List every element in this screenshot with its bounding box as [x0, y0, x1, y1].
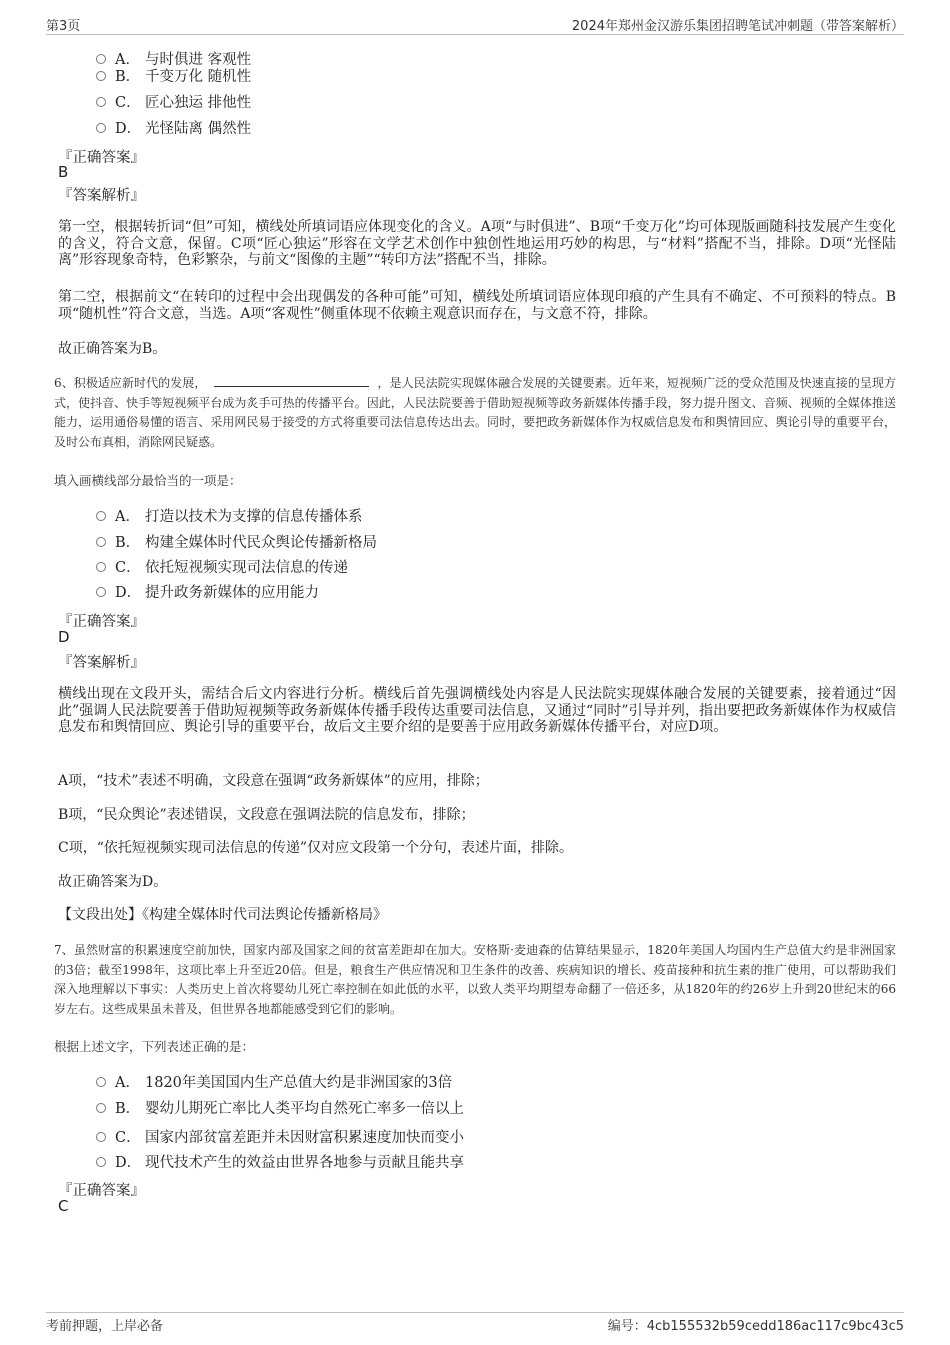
- q6-analysis-conclusion: 故正确答案为D。: [58, 874, 168, 890]
- radio-icon[interactable]: [96, 54, 106, 64]
- q7-option-a[interactable]: A． 1820年美国国内生产总值大约是非洲国家的3倍: [96, 1071, 452, 1092]
- q7-option-b[interactable]: B． 婴幼儿期死亡率比人类平均自然死亡率多一倍以上: [96, 1097, 464, 1118]
- document-title: 2024年郑州金汉游乐集团招聘笔试冲刺题（带答案解析）: [571, 19, 904, 34]
- radio-icon[interactable]: [96, 537, 106, 547]
- q5-option-b[interactable]: B． 千变万化 随机性: [96, 65, 251, 86]
- q5-option-c[interactable]: C． 匠心独运 排他性: [96, 91, 251, 112]
- q7-prompt: 根据上述文字，下列表述正确的是：: [54, 1039, 255, 1054]
- q6-prompt: 填入画横线部分最恰当的一项是：: [54, 473, 242, 488]
- q6-analysis-item: C项，“依托短视频实现司法信息的传递”仅对应文段第一个分句，表述片面，排除。: [58, 840, 574, 856]
- q5-analysis-conclusion: 故正确答案为B。: [58, 341, 167, 357]
- q6-option-c[interactable]: C． 依托短视频实现司法信息的传递: [96, 556, 348, 577]
- q6-option-d[interactable]: D． 提升政务新媒体的应用能力: [96, 581, 319, 602]
- radio-icon[interactable]: [96, 1077, 106, 1087]
- radio-icon[interactable]: [96, 1157, 106, 1167]
- footer-slogan: 考前押题，上岸必备: [46, 1319, 164, 1334]
- q5-analysis-paragraph: 第一空，根据转折词“但”可知，横线处所填词语应体现变化的含义。A项“与时俱进”、B项“千变万化”均可体现版画随科技发展产生变化的含义，符合文意，保留。C项“匠心独运”形容在文学艺术创作中独创性地运用巧妙的构思，与“材料”搭配不当，排除。D项“光怪陆离”形容现象奇特，色彩繁杂，与前文“图像的主题”“转印方法”搭配不当，排除。: [58, 219, 896, 268]
- q5-answer: B: [58, 163, 69, 181]
- q6-analysis-item: A项，“技术”表述不明确，文段意在强调“政务新媒体”的应用，排除；: [58, 773, 489, 789]
- radio-icon[interactable]: [96, 97, 106, 107]
- q6-analysis-paragraph: 横线出现在文段开头，需结合后文内容进行分析。横线后首先强调横线处内容是人民法院实现媒体融合发展的关键要素，接着通过“因此”强调人民法院要善于借助短视频等政务新媒体传播手段传达重要司法信息，又通过“同时”引导并列，指出要把政务新媒体作为权威信息发布和舆情回应、舆论引导的重要平台，故后文主要介绍的是要善于应用政务新媒体传播平台，对应D项。: [58, 686, 896, 735]
- fill-blank: [214, 374, 369, 387]
- q6-analysis-item: B项，“民众舆论”表述错误，文段意在强调法院的信息发布，排除；: [58, 807, 475, 823]
- q7-option-c[interactable]: C． 国家内部贫富差距并未因财富积累速度加快而变小: [96, 1126, 464, 1147]
- q7-stem: 7、虽然财富的积累速度空前加快，国家内部及国家之间的贫富差距却在加大。安格斯·麦迪森的估算结果显示，1820年美国人均国内生产总值大约是非洲国家的3倍；截至1998年，这项比率上升至近20倍。但是，粮食生产供应情况和卫生条件的改善、疾病知识的增长、疫苗接种和抗生素的推广使用，可以帮助我们深入地理解以下事实：人类历史上首次将婴幼儿死亡率控制在如此低的水平，以致人类平均期望寿命翻了一倍还多，从1820年的约26岁上升到20世纪末的66岁左右。这些成果虽未普及，但世界各地都能感受到它们的影响。: [54, 943, 896, 1016]
- q7-answer-label: 『正确答案』: [58, 1183, 145, 1199]
- q5-option-a[interactable]: A． 与时俱进 客观性: [96, 48, 251, 69]
- radio-icon[interactable]: [96, 123, 106, 133]
- q7-option-d[interactable]: D． 现代技术产生的效益由世界各地参与贡献且能共享: [96, 1151, 464, 1172]
- q6-option-a[interactable]: A． 打造以技术为支撑的信息传播体系: [96, 505, 363, 526]
- page-footer: [46, 1312, 904, 1334]
- q5-analysis-paragraph: 第二空，根据前文“在转印的过程中会出现偶发的各种可能”可知，横线处所填词语应体现印痕的产生具有不确定、不可预料的特点。B项“随机性”符合文意，当选。A项“客观性”侧重体现不依赖主观意识而存在，与文意不符，排除。: [58, 289, 896, 322]
- radio-icon[interactable]: [96, 1132, 106, 1142]
- radio-icon[interactable]: [96, 511, 106, 521]
- document-id: 编号：4cb155532b59cedd186ac117c9bc43c5: [607, 1319, 904, 1334]
- radio-icon[interactable]: [96, 71, 106, 81]
- radio-icon[interactable]: [96, 587, 106, 597]
- radio-icon[interactable]: [96, 562, 106, 572]
- q6-source: 【文段出处】《构建全媒体时代司法舆论传播新格局》: [58, 907, 387, 923]
- q6-answer-label: 『正确答案』: [58, 614, 145, 630]
- q5-option-d[interactable]: D． 光怪陆离 偶然性: [96, 117, 251, 138]
- page-number: 第3页: [46, 19, 81, 34]
- q6-analysis-label: 『答案解析』: [58, 655, 145, 671]
- q6-answer: D: [58, 628, 70, 646]
- q6-option-b[interactable]: B． 构建全媒体时代民众舆论传播新格局: [96, 531, 377, 552]
- q5-analysis-label: 『答案解析』: [58, 188, 145, 204]
- page-header: [46, 12, 904, 35]
- q6-stem: 6、积极适应新时代的发展， ，是人民法院实现媒体融合发展的关键要素。近年来，短视频广泛的受众范围及快速直接的呈现方式，使抖音、快手等短视频平台成为炙手可热的传播平台。因此，人民法院要善于借助短视频等政务新媒体传播手段，努力提升图文、音频、视频的全媒体推送能力，运用通俗易懂的语言、采用网民易于接受的方式将重要司法信息传达出去。同时，要把政务新媒体作为权威信息发布和舆情回应、舆论引导的重要平台，及时公布真相，消除网民疑惑。: [54, 376, 896, 449]
- q5-answer-label: 『正确答案』: [58, 150, 145, 166]
- q7-answer: C: [58, 1197, 69, 1215]
- radio-icon[interactable]: [96, 1103, 106, 1113]
